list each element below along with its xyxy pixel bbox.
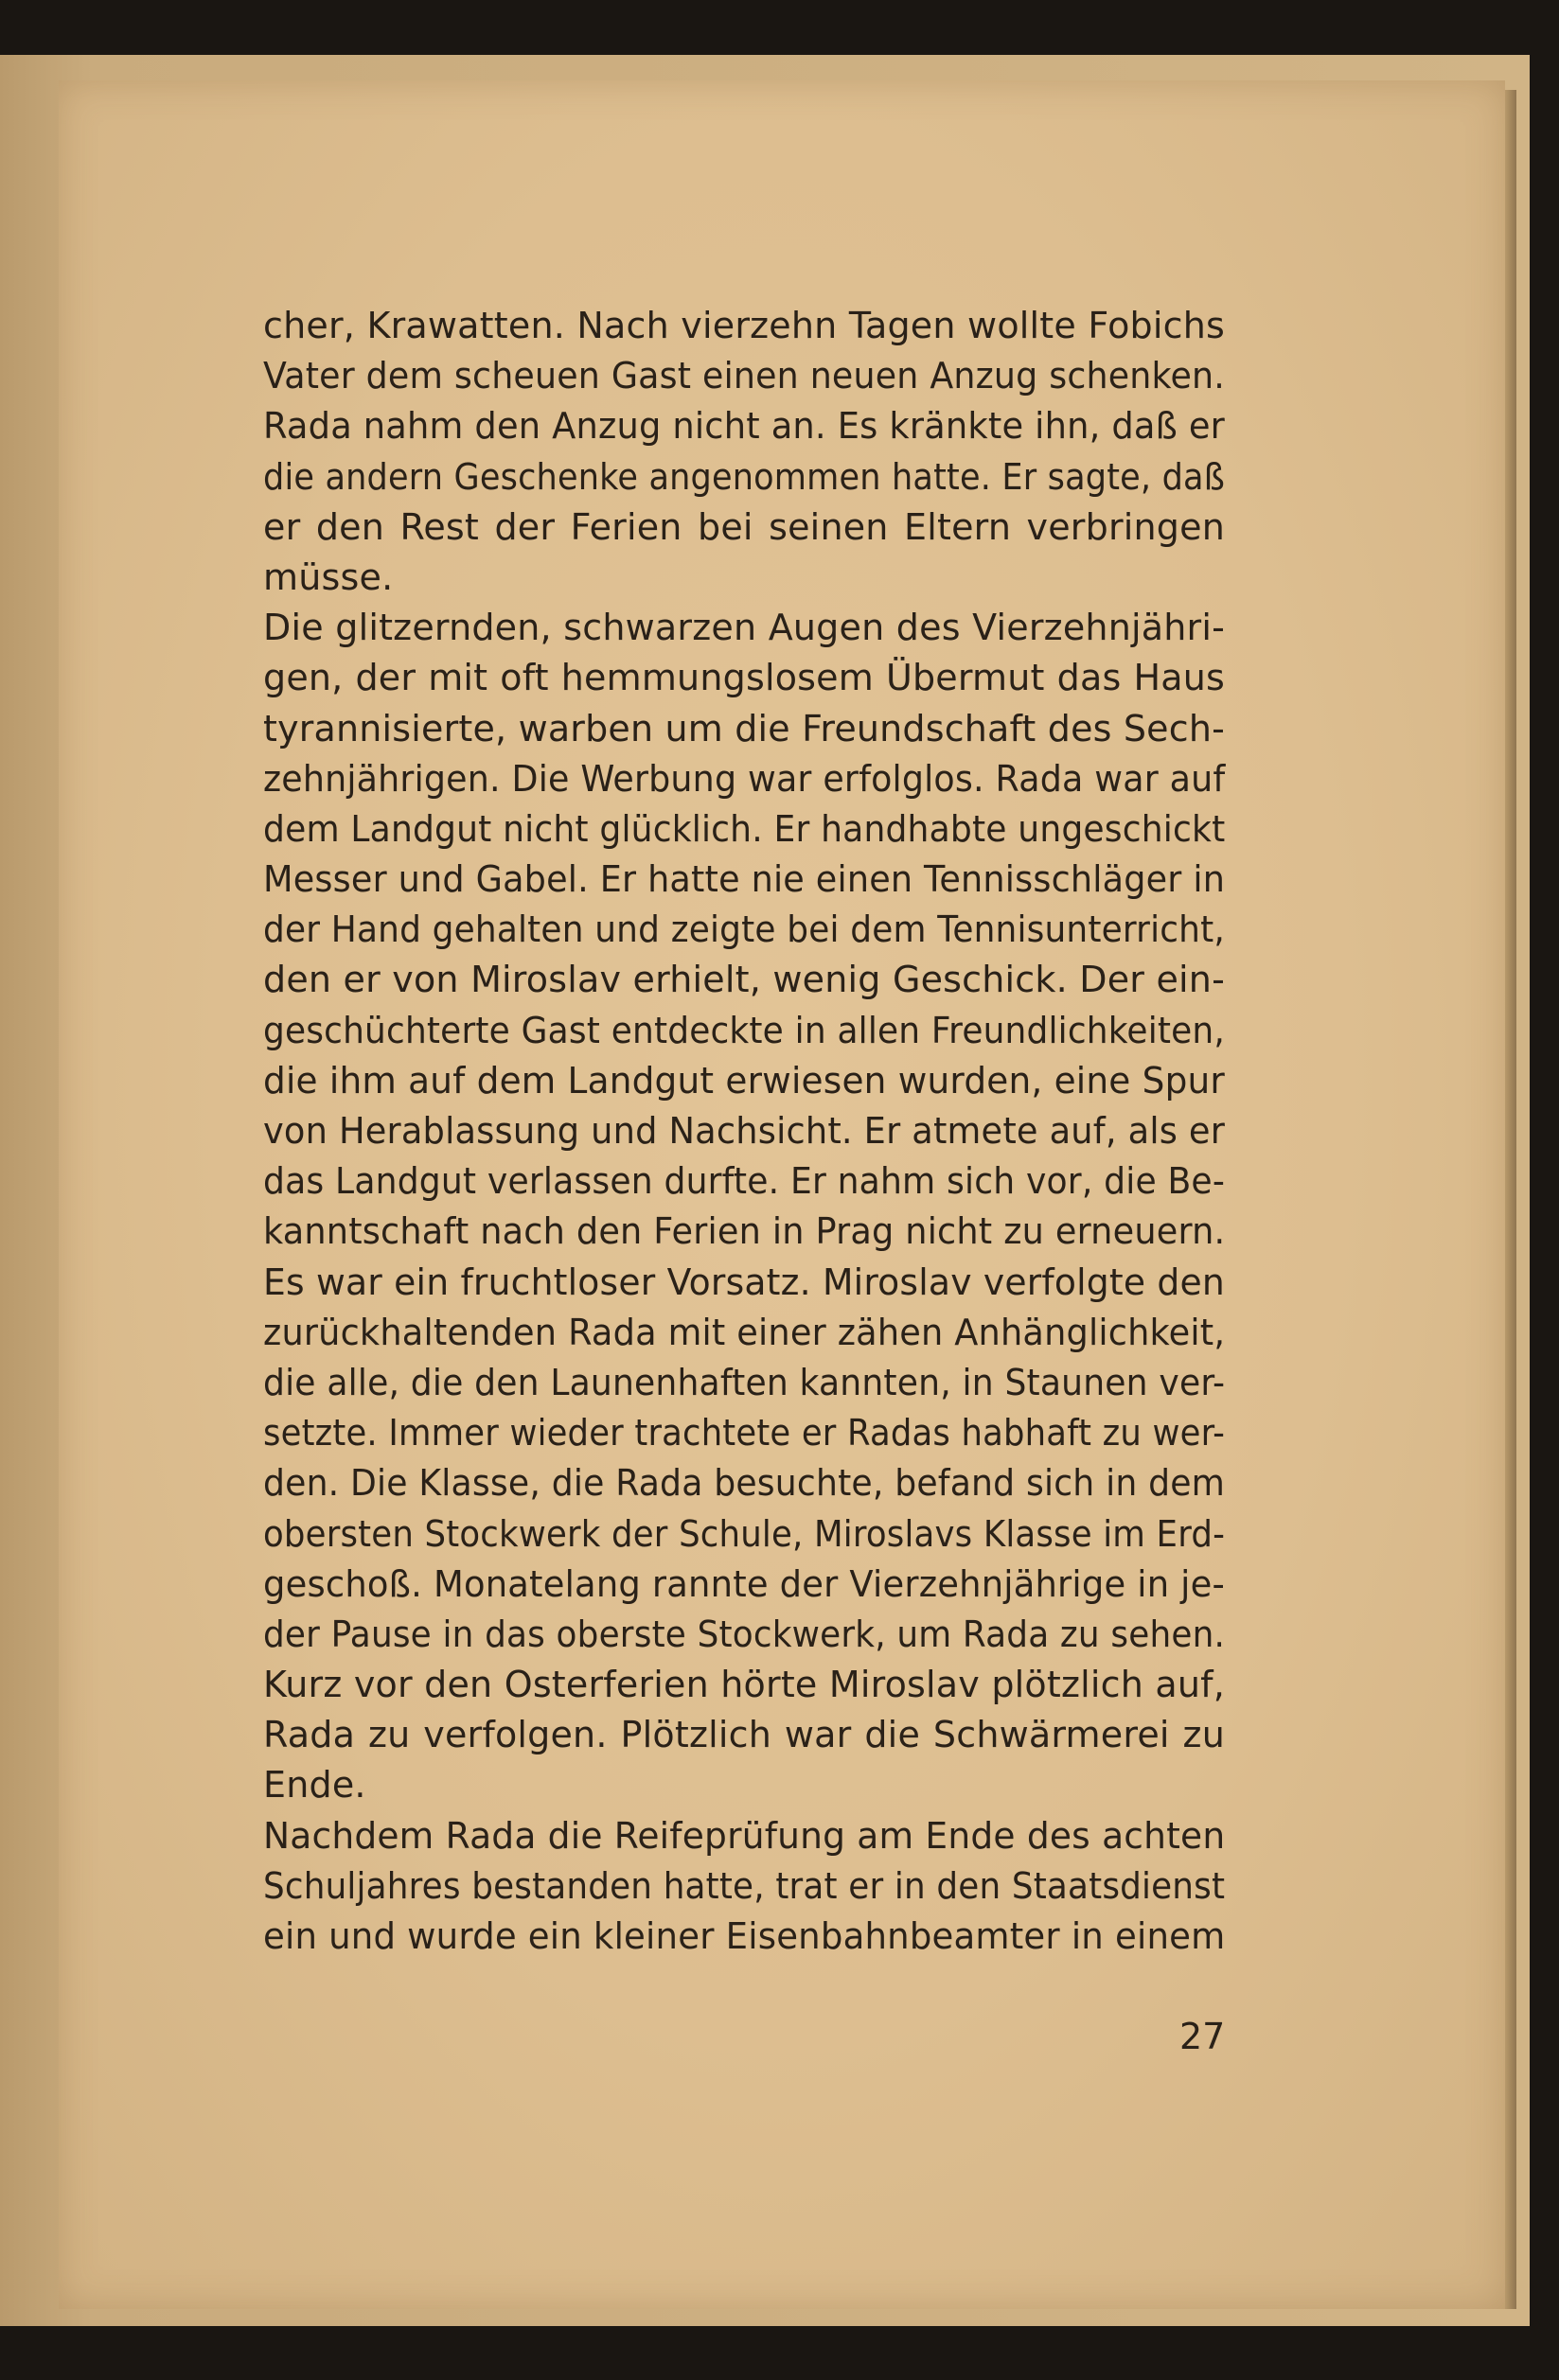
- page-number: 27: [1179, 2016, 1226, 2057]
- text-line: Nachdem Rada die Reifeprüfung am Ende des achten: [263, 1814, 1226, 1857]
- text-line: tyrannisierte, warben um die Freundschaft des Sech-: [263, 707, 1225, 749]
- text-line: von Herablassung und Nachsicht. Er atmete auf, als er: [263, 1110, 1226, 1152]
- text-line: cher, Krawatten. Nach vierzehn Tagen wollte Fobichs: [263, 305, 1225, 346]
- text-line: obersten Stockwerk der Schule, Miroslavs Klasse im Erd-: [263, 1512, 1226, 1555]
- body-text: [263, 301, 1225, 1962]
- text-line: den er von Miroslav erhielt, wenig Geschick. Der ein-: [263, 959, 1225, 1001]
- text-line: den. Die Klasse, die Rada besuchte, befand sich in dem: [263, 1462, 1226, 1505]
- text-line: er den Rest der Ferien bei seinen Eltern verbringen: [263, 505, 1225, 548]
- text-line: Rada zu verfolgen. Plötzlich war die Schwärmerei zu: [263, 1714, 1225, 1756]
- text-line: der Pause in das oberste Stockwerk, um Rada zu sehen.: [263, 1613, 1226, 1655]
- text-line: das Landgut verlassen durfte. Er nahm sich vor, die Be-: [263, 1160, 1226, 1203]
- text-line: die ihm auf dem Landgut erwiesen wurden, eine Spur: [263, 1059, 1226, 1102]
- text-line: Schuljahres bestanden hatte, trat er in den Staatsdienst: [263, 1864, 1226, 1907]
- text-line: die alle, die den Launenhaften kannten, in Staunen ver-: [263, 1361, 1226, 1403]
- text-line: gen, der mit oft hemmungslosem Übermut das Haus: [263, 657, 1225, 699]
- text-line: der Hand gehalten und zeigte bei dem Tennisunterricht,: [263, 908, 1225, 951]
- text-line: Es war ein fruchtloser Vorsatz. Miroslav verfolgte den: [263, 1261, 1225, 1303]
- text-line: ein und wurde ein kleiner Eisenbahnbeamter in einem: [263, 1915, 1226, 1957]
- text-line: setzte. Immer wieder trachtete er Radas habhaft zu wer-: [263, 1412, 1226, 1454]
- text-line: zurückhaltenden Rada mit einer zähen Anhänglichkeit,: [263, 1311, 1226, 1353]
- text-line: müsse.: [263, 555, 394, 598]
- text-line: geschüchterte Gast entdeckte in allen Freundlichkeiten,: [263, 1009, 1225, 1051]
- text-line: zehnjährigen. Die Werbung war erfolglos. Rada war auf: [263, 757, 1226, 800]
- page-edge: [1505, 90, 1516, 2309]
- text-line: dem Landgut nicht glücklich. Er handhabte ungeschickt: [263, 807, 1226, 850]
- text-line: Messer und Gabel. Er hatte nie einen Tennisschläger in: [263, 858, 1226, 901]
- text-line: Rada nahm den Anzug nicht an. Es kränkte ihn, daß er: [263, 405, 1225, 448]
- text-line: kanntschaft nach den Ferien in Prag nicht zu erneuern.: [263, 1210, 1226, 1253]
- text-line: Vater dem scheuen Gast einen neuen Anzug schenken.: [263, 355, 1226, 397]
- text-line: geschoß. Monatelang rannte der Vierzehnjährige in je-: [263, 1562, 1226, 1605]
- text-line: Die glitzernden, schwarzen Augen des Vierzehnjähri-: [263, 607, 1225, 649]
- text-line: die andern Geschenke angenommen hatte. Er sagte, daß: [263, 455, 1226, 498]
- text-line: Ende.: [263, 1764, 366, 1807]
- text-line: Kurz vor den Osterferien hörte Miroslav plötzlich auf,: [263, 1664, 1225, 1706]
